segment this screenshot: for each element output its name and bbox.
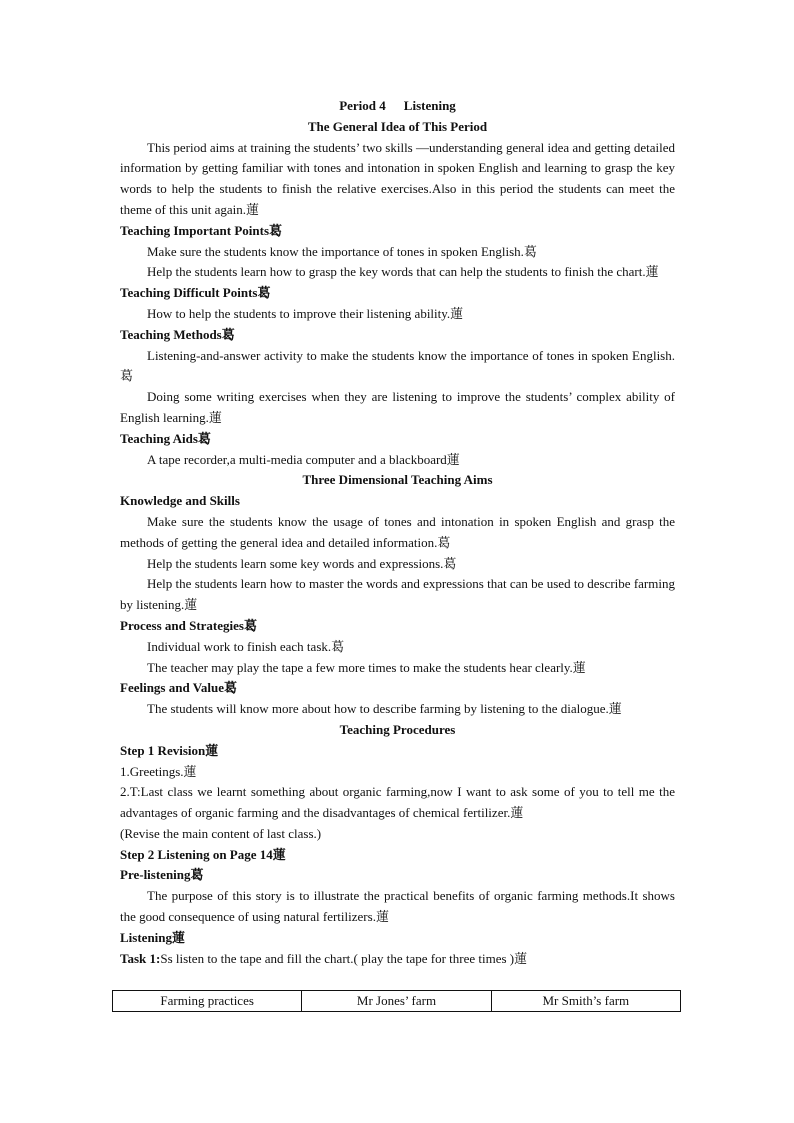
difficult-points-heading: Teaching Difficult Points葛 [120, 285, 271, 301]
farming-chart [112, 990, 681, 1012]
process-item-2: The teacher may play the tape a few more times to make the students hear clearly.蓮 [147, 659, 586, 675]
step1-line-2: 2.T:Last class we learnt something about organic farming,now I want to ask some of you to tell me the advantages of organic farming and the disadvantages of chemical fertilizer.蓮 [120, 784, 675, 821]
general-idea-text: This period aims at training the students’ two skills —understanding general idea and getting detailed information by getting familiar with tones and intonation in spoken English and learning to grasp the key words to help the students to finish the relative exercises.Also in this period the students can meet the theme of this unit again.蓮 [120, 139, 675, 217]
task-1-line [120, 949, 675, 970]
process-item-1: Individual work to finish each task.葛 [147, 638, 345, 654]
chart-header-practices: Farming practices [113, 991, 302, 1012]
feelings-item-1: The students will know more about how to describe farming by listening to the dialogue.蓮 [147, 701, 622, 717]
knowledge-item-3: Help the students learn how to master the words and expressions that can be used to describe farming by listening.蓮 [120, 576, 675, 613]
difficult-point-1: How to help the students to improve their listening ability.蓮 [147, 305, 464, 321]
chart-header-smith: Mr Smith’s farm [491, 991, 680, 1012]
important-points-heading: Teaching Important Points葛 [120, 222, 283, 238]
lesson-plan-page [120, 96, 675, 969]
general-idea-heading: The General Idea of This Period [307, 118, 488, 134]
aids-heading: Teaching Aids葛 [120, 430, 211, 446]
task-1-text: Ss listen to the tape and fill the chart.( play the tape for three times )蓮 [160, 950, 528, 966]
knowledge-item-2: Help the students learn some key words and expressions.葛 [147, 555, 457, 571]
chart-header-jones: Mr Jones’ farm [302, 991, 491, 1012]
aid-1: A tape recorder,a multi-media computer and a blackboard蓮 [147, 451, 460, 467]
important-point-2: Help the students learn how to grasp the key words that can help the students to finish the chart.蓮 [147, 264, 659, 280]
procedures-heading: Teaching Procedures [339, 721, 456, 737]
period-topic: Listening [403, 98, 456, 113]
method-2: Doing some writing exercises when they are listening to improve the students’ complex ability of English learning.蓮 [120, 389, 675, 425]
step1-line-3: (Revise the main content of last class.) [120, 825, 322, 841]
knowledge-heading: Knowledge and Skills [120, 493, 240, 509]
period-label: Period 4 [339, 98, 386, 113]
process-heading: Process and Strategies葛 [120, 617, 257, 633]
pre-listening-text: The purpose of this story is to illustrate the practical benefits of organic farming methods.It shows the good consequence of using natural fertilizers.蓮 [120, 888, 675, 925]
chart-header-row [113, 991, 681, 1012]
step1-heading: Step 1 Revision蓮 [120, 742, 219, 758]
step2-heading: Step 2 Listening on Page 14蓮 [120, 846, 286, 862]
aims-heading: Three Dimensional Teaching Aims [302, 472, 493, 488]
important-point-1: Make sure the students know the importance of tones in spoken English.葛 [147, 243, 537, 259]
methods-heading: Teaching Methods葛 [120, 326, 235, 342]
pre-listening-heading: Pre-listening葛 [120, 867, 204, 883]
feelings-heading: Feelings and Value葛 [120, 680, 238, 696]
task-1-label: Task 1: [120, 950, 161, 966]
listening-heading: Listening蓮 [120, 929, 186, 945]
period-title [120, 96, 675, 117]
step1-line-1: 1.Greetings.蓮 [120, 763, 197, 779]
knowledge-item-1: Make sure the students know the usage of tones and intonation in spoken English and grasp the methods of getting the general idea and detailed information.葛 [120, 513, 675, 550]
method-1: Listening-and-answer activity to make the students know the importance of tones in spoken English.葛 [120, 347, 675, 384]
